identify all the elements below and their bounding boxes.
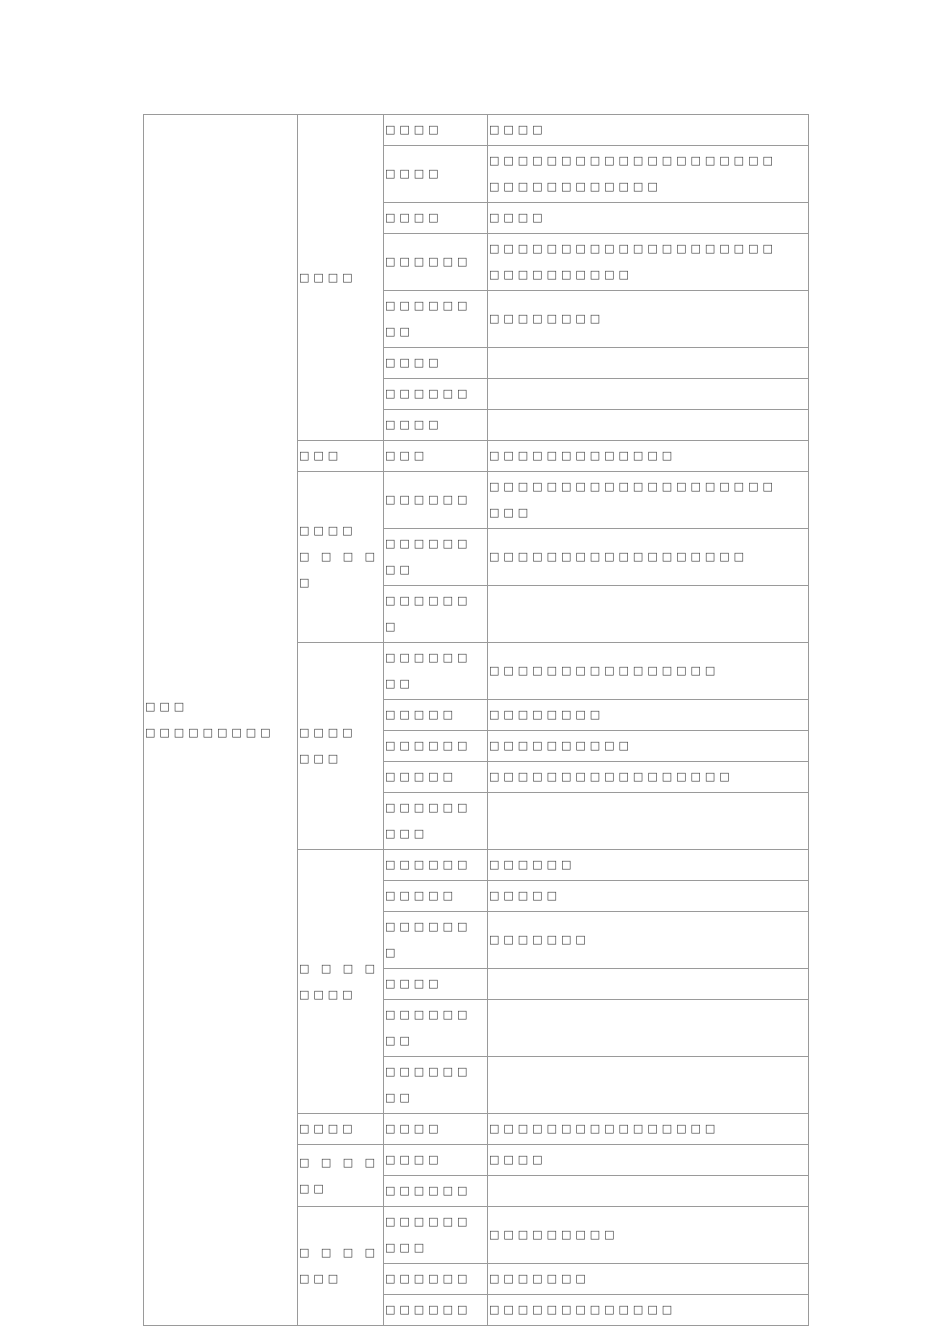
- field-label-cell: [384, 203, 488, 234]
- field-label-cell: [384, 731, 488, 762]
- field-label: □□□□□□: [385, 1184, 472, 1197]
- field-label-cell: [384, 146, 488, 203]
- group-cell: [298, 643, 384, 850]
- field-label: □□□□□□ □: [385, 920, 472, 959]
- field-label-cell: [384, 643, 488, 700]
- field-label: □□□□□□: [385, 1303, 472, 1316]
- field-value-cell: [488, 1114, 809, 1145]
- field-value-cell: [488, 1207, 809, 1264]
- field-label: □□□□: [385, 356, 443, 369]
- group-name: □□□: [299, 449, 343, 462]
- group-cell: [298, 1145, 384, 1207]
- field-value-cell: [488, 441, 809, 472]
- field-value: □□□□□□□□□□□□□□□□□□: [489, 550, 749, 563]
- field-value-cell: [488, 529, 809, 586]
- field-label: □□□□□: [385, 708, 457, 721]
- field-value-cell: [488, 731, 809, 762]
- category-text: □□□ □□□□□□□□□: [145, 700, 275, 739]
- field-label-cell: [384, 850, 488, 881]
- field-label: □□□□□□: [385, 858, 472, 871]
- field-value: □□□□□□□□□□□□□□□□□□□□ □□□□□□□□□□: [489, 242, 777, 281]
- group-cell: [298, 441, 384, 472]
- field-label: □□□□□: [385, 770, 457, 783]
- field-value-cell: [488, 881, 809, 912]
- group-name: □□□□ □□□: [299, 726, 357, 765]
- field-label-cell: [384, 969, 488, 1000]
- field-label-cell: [384, 881, 488, 912]
- field-label-cell: [384, 1176, 488, 1207]
- field-value: □□□□□□□□□□□□□: [489, 449, 677, 462]
- field-label-cell: [384, 762, 488, 793]
- field-label: □□□□□□: [385, 387, 472, 400]
- field-label-cell: [384, 1114, 488, 1145]
- field-label-cell: [384, 586, 488, 643]
- group-name: □□□□: [299, 270, 357, 284]
- field-value: □□□□□□□□□□□□□□□□: [489, 664, 720, 677]
- field-value-cell: [488, 850, 809, 881]
- field-label: □□□□: [385, 977, 443, 990]
- category-cell: [144, 115, 298, 1326]
- field-value-cell: [488, 379, 809, 410]
- data-table: [143, 114, 808, 1316]
- field-label: □□□□□: [385, 889, 457, 902]
- field-value-cell: [488, 1264, 809, 1295]
- field-value-cell: [488, 410, 809, 441]
- group-cell: [298, 1114, 384, 1145]
- field-label: □□□□: [385, 1153, 443, 1166]
- field-label: □□□□□□ □□□: [385, 1215, 472, 1254]
- field-value-cell: [488, 291, 809, 348]
- field-value-cell: [488, 1145, 809, 1176]
- group-cell: [298, 850, 384, 1114]
- field-label-cell: [384, 1000, 488, 1057]
- field-label: □□□□: [385, 418, 443, 431]
- field-label-cell: [384, 291, 488, 348]
- group-name: □□□□ □ □ □ □ □: [299, 524, 380, 589]
- group-name: □ □ □ □ □□: [299, 1155, 380, 1195]
- field-value: □□□□□□□□□□□□□□□□: [489, 1122, 720, 1135]
- field-value-cell: [488, 643, 809, 700]
- field-label: □□□□: [385, 1122, 443, 1135]
- field-label-cell: [384, 472, 488, 529]
- field-value-cell: [488, 700, 809, 731]
- field-label-cell: [384, 234, 488, 291]
- field-value: □□□□: [489, 1153, 547, 1166]
- field-value: □□□□□□□□□□□□□□□□□□□□ □□□□□□□□□□□□: [489, 154, 777, 193]
- field-value: □□□□□□□□□□□□□: [489, 1303, 677, 1316]
- field-value-cell: [488, 1000, 809, 1057]
- group-name: □ □ □ □ □□□□: [299, 961, 380, 1001]
- field-value: □□□□□□□□: [489, 708, 605, 721]
- field-label-cell: [384, 441, 488, 472]
- field-value: □□□□: [489, 211, 547, 224]
- field-label-cell: [384, 410, 488, 441]
- field-label: □□□□□□: [385, 255, 472, 268]
- field-value: □□□□□□□□: [489, 312, 605, 325]
- field-label: □□□□□□ □□: [385, 651, 472, 690]
- field-label: □□□□□□ □□: [385, 1008, 472, 1047]
- field-value: □□□□□□□□□□: [489, 739, 633, 752]
- field-value: □□□□□□□: [489, 1272, 590, 1285]
- field-value-cell: [488, 234, 809, 291]
- field-label: □□□□□□ □□: [385, 1065, 472, 1104]
- field-value-cell: [488, 146, 809, 203]
- field-label-cell: [384, 348, 488, 379]
- field-label: □□□□: [385, 123, 443, 136]
- field-label-cell: [384, 379, 488, 410]
- field-value-cell: [488, 1057, 809, 1114]
- field-label-cell: [384, 700, 488, 731]
- field-label: □□□□: [385, 211, 443, 224]
- field-label: □□□□□□ □: [385, 594, 472, 633]
- field-value-cell: [488, 586, 809, 643]
- field-label-cell: [384, 1264, 488, 1295]
- table-row: [144, 115, 809, 146]
- field-label-cell: [384, 912, 488, 969]
- field-label: □□□□□□ □□: [385, 537, 472, 576]
- field-label: □□□□□□: [385, 739, 472, 752]
- field-label-cell: [384, 793, 488, 850]
- field-value: □□□□□: [489, 889, 561, 902]
- field-value-cell: [488, 969, 809, 1000]
- field-value-cell: [488, 1176, 809, 1207]
- field-label-cell: [384, 529, 488, 586]
- field-label-cell: [384, 1057, 488, 1114]
- data-table-grid: [143, 114, 809, 1326]
- field-value-cell: [488, 348, 809, 379]
- group-name: □□□□: [299, 1122, 357, 1135]
- group-name: □ □ □ □ □□□: [299, 1246, 380, 1285]
- field-value-cell: [488, 472, 809, 529]
- group-cell: [298, 472, 384, 643]
- field-value: □□□□□□: [489, 858, 576, 871]
- field-value-cell: [488, 762, 809, 793]
- field-label: □□□□□□: [385, 493, 472, 506]
- field-label-cell: [384, 1295, 488, 1326]
- group-cell: [298, 1207, 384, 1326]
- field-value: □□□□□□□□□□□□□□□□□□□□ □□□: [489, 480, 777, 519]
- field-value: □□□□□□□□□: [489, 1228, 619, 1241]
- field-value-cell: [488, 1295, 809, 1326]
- field-value: □□□□: [489, 123, 547, 136]
- field-label-cell: [384, 115, 488, 146]
- field-label: □□□□□□: [385, 1272, 472, 1285]
- field-value-cell: [488, 115, 809, 146]
- field-value-cell: [488, 793, 809, 850]
- field-label: □□□□□□ □□□: [385, 801, 472, 840]
- group-cell: [298, 115, 384, 441]
- field-label: □□□□□□ □□: [385, 299, 472, 338]
- field-value-cell: [488, 203, 809, 234]
- field-label-cell: [384, 1207, 488, 1264]
- field-label: □□□: [385, 449, 429, 462]
- field-label-cell: [384, 1145, 488, 1176]
- field-value: □□□□□□□□□□□□□□□□□: [489, 770, 734, 783]
- field-value-cell: [488, 912, 809, 969]
- field-label: □□□□: [385, 167, 443, 180]
- field-value: □□□□□□□: [489, 933, 590, 946]
